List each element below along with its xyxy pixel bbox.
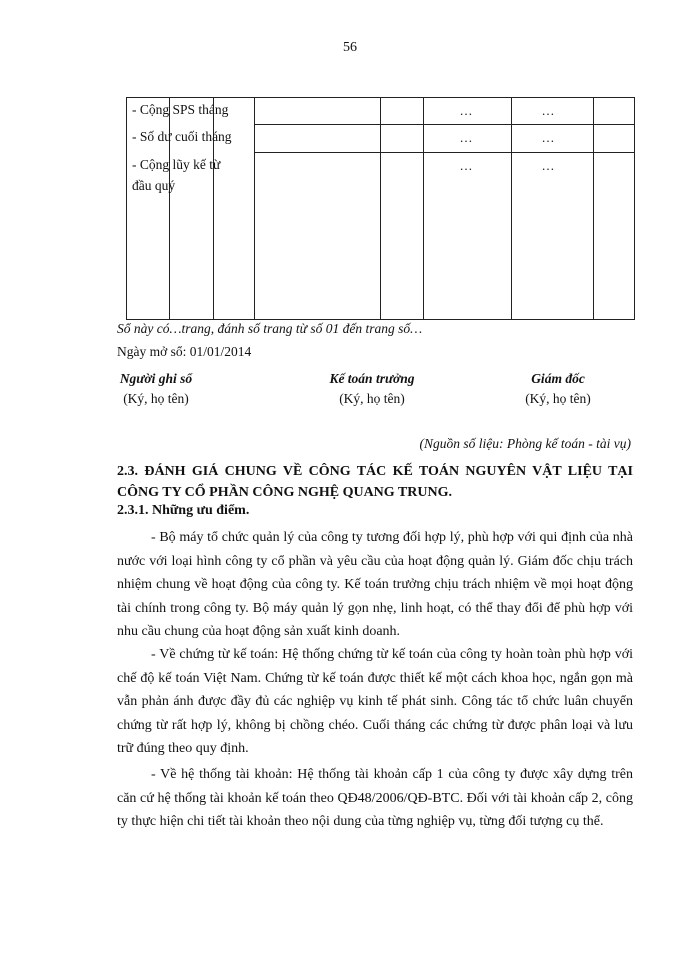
ledger-pages-note: Sổ này có…trang, đánh số trang từ số 01 đến trang số… xyxy=(117,321,423,336)
ledger-credit-cell: … xyxy=(541,158,555,173)
ledger-credit-cell: … xyxy=(541,130,555,145)
ledger-open-date: Ngày mở sổ: 01/01/2014 xyxy=(117,344,252,359)
column-divider xyxy=(254,98,255,319)
section-heading: 2.3. ĐÁNH GIÁ CHUNG VỀ CÔNG TÁC KẾ TOÁN NGUYÊN VẬT LIỆU TẠI CÔNG TY CỔ PHẦN CÔNG NGHỆ QUANG TRUNG. xyxy=(117,464,633,500)
ledger-debit-cell: … xyxy=(459,103,473,118)
signature-title-director: Giám đốc xyxy=(531,371,585,386)
body-paragraph: - Về chứng từ kế toán: Hệ thống chứng từ kế toán của công ty hoàn toàn phù hợp với chế độ kế toán Việt Nam. Chứng từ kế toán được thiết kế một cách khoa học, ngắn gọn mà vẫn phản ánh được đầy đủ các nghiệp vụ kinh tế phát sinh. Công tác tổ chức luân chuyển chứng từ rất hợp lý, không bị chồng chéo. Cuối tháng các chứng từ được phân loại và lưu trữ đúng theo quy định. xyxy=(117,647,633,756)
column-divider xyxy=(423,98,424,319)
ledger-credit-cell: … xyxy=(541,103,555,118)
signature-sub-chief-accountant: (Ký, họ tên) xyxy=(339,391,405,406)
ledger-row-label: - Cộng SPS tháng xyxy=(132,102,229,117)
ledger-debit-cell: … xyxy=(459,130,473,145)
ledger-row-label-cont: đầu quý xyxy=(132,178,176,193)
signature-title-recorder: Người ghi sổ xyxy=(119,371,193,386)
signature-sub-recorder: (Ký, họ tên) xyxy=(123,391,189,406)
row-divider xyxy=(254,152,634,153)
page-number: 56 xyxy=(343,40,357,55)
ledger-row-label: - Cộng lũy kế từ xyxy=(132,157,221,172)
row-divider xyxy=(254,124,634,125)
source-note: (Nguồn số liệu: Phòng kế toán - tài vụ) xyxy=(419,436,631,451)
signature-sub-director: (Ký, họ tên) xyxy=(525,391,591,406)
body-paragraph: - Bộ máy tổ chức quản lý của công ty tương đối hợp lý, phù hợp với qui định của nhà nước với loại hình công ty cổ phần và yêu cầu của hoạt động quản lý. Giám đốc chịu trách nhiệm chung về hoạt động của công ty. Kế toán trưởng chịu trách nhiệm về mọi hoạt động tài chính trong công ty. Bộ máy quản lý gọn nhẹ, linh hoạt, có thể thay đổi để phù hợp với nhu cầu chung của hoạt động sản xuất kinh doanh. xyxy=(117,530,633,639)
ledger-debit-cell: … xyxy=(459,158,473,173)
body-paragraph: - Về hệ thống tài khoản: Hệ thống tài khoản cấp 1 của công ty được xây dựng trên căn cứ hệ thống tài khoản kế toán theo QĐ48/2006/QĐ-BTC. Đối với tài khoản cấp 2, công ty thực hiện chi tiết tài khoản theo nội dung của từng nghiệp vụ, từng đối tượng cụ thể. xyxy=(117,767,633,829)
column-divider xyxy=(593,98,594,319)
column-divider xyxy=(380,98,381,319)
subsection-heading: 2.3.1. Những ưu điểm. xyxy=(117,503,250,518)
signature-title-chief-accountant: Kế toán trưởng xyxy=(329,371,415,386)
column-divider xyxy=(511,98,512,319)
ledger-row-label: - Số dư cuối tháng xyxy=(132,129,232,144)
